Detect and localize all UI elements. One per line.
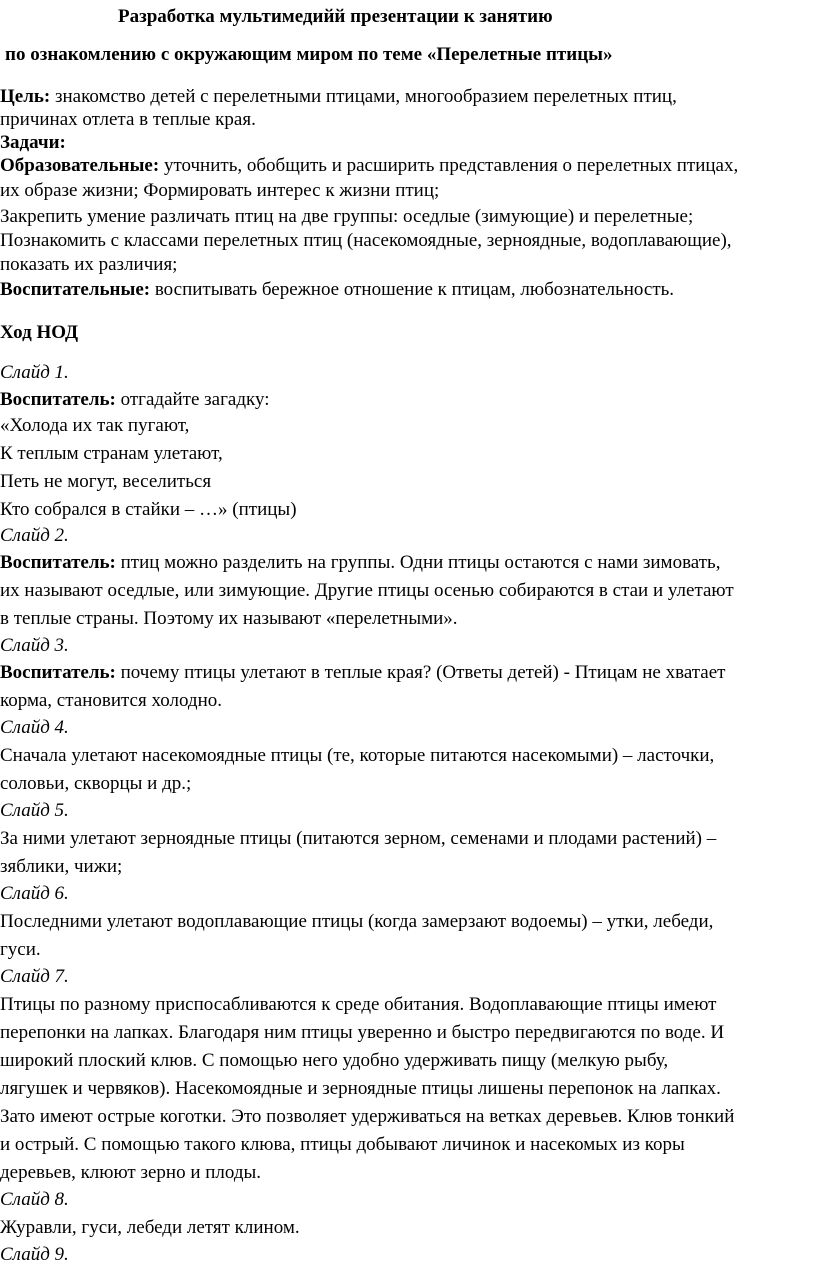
slide-1-riddle-3: Петь не могут, веселиться	[0, 471, 212, 492]
slide-2-line-3: в теплые страны. Поэтому их называют «перелетными».	[0, 608, 458, 629]
slide-2-line-1	[0, 552, 720, 574]
slide-3-label: Слайд 3.	[0, 635, 69, 656]
slide-1-teacher-line	[0, 389, 269, 411]
slide-2-text-1: птиц можно разделить на группы. Одни птицы остаются с нами зимовать,	[115, 552, 721, 573]
slide-1-riddle-1: «Холода их так пугают,	[0, 415, 190, 436]
tasks-heading: Задачи:	[0, 132, 66, 153]
slide-9-label: Слайд 9.	[0, 1244, 69, 1265]
tasks-upbr-line	[0, 279, 674, 301]
slide-5-label: Слайд 5.	[0, 800, 69, 821]
slide-8-label: Слайд 8.	[0, 1189, 69, 1210]
slide-2-teacher-label: Воспитатель:	[0, 552, 116, 573]
slide-6-line-1: Последними улетают водоплавающие птицы (когда замерзают водоемы) – утки, лебеди,	[0, 911, 714, 932]
slide-7-line-6: и острый. С помощью такого клюва, птицы добывают личинок и насекомых из коры	[0, 1134, 685, 1155]
goal-text-1: знакомство детей с перелетными птицами, многообразием перелетных птиц,	[50, 86, 677, 107]
slide-4-label: Слайд 4.	[0, 717, 69, 738]
slide-3-line-1	[0, 662, 725, 684]
slide-4-line-2: соловьи, скворцы и др.;	[0, 773, 192, 794]
slide-7-label: Слайд 7.	[0, 966, 69, 987]
tasks-line-4: Познакомить с классами перелетных птиц (насекомоядные, зерноядные, водоплавающие),	[0, 230, 732, 251]
slide-7-line-2: перепонки на лапках. Благодаря ним птицы уверенно и быстро передвигаются по воде. И	[0, 1022, 725, 1043]
slide-2-label: Слайд 2.	[0, 525, 69, 546]
tasks-edu-label: Образовательные:	[0, 155, 160, 176]
tasks-edu-line-2: их образе жизни; Формировать интерес к жизни птиц;	[0, 180, 440, 201]
goal-line-1	[0, 86, 677, 108]
slide-1-teacher-label: Воспитатель:	[0, 389, 116, 410]
slide-3-line-2: корма, становится холодно.	[0, 690, 223, 711]
tasks-upbr-text: воспитывать бережное отношение к птицам, любознательность.	[150, 279, 675, 300]
tasks-upbr-label: Воспитательные:	[0, 279, 151, 300]
slide-7-line-1: Птицы по разному приспосабливаются к среде обитания. Водоплавающие птицы имеют	[0, 994, 717, 1015]
tasks-edu-line-1	[0, 155, 738, 177]
course-heading: Ход НОД	[0, 322, 79, 343]
slide-7-line-7: деревьев, клюют зерно и плоды.	[0, 1162, 262, 1183]
slide-4-line-1: Сначала улетают насекомоядные птицы (те, которые питаются насекомыми) – ласточки,	[0, 745, 715, 766]
slide-7-line-3: широкий плоский клюв. С помощью него удобно удерживать пищу (мелкую рыбу,	[0, 1050, 669, 1071]
slide-2-line-2: их называют оседлые, или зимующие. Другие птицы осенью собираются в стаи и улетают	[0, 580, 734, 601]
goal-line-2: причинах отлета в теплые края.	[0, 109, 256, 130]
slide-3-text-1: почему птицы улетают в теплые края? (Ответы детей) - Птицам не хватает	[115, 662, 726, 683]
slide-5-line-1: За ними улетают зерноядные птицы (питаются зерном, семенами и плодами растений) –	[0, 828, 717, 849]
goal-label: Цель:	[0, 86, 51, 107]
slide-1-label: Слайд 1.	[0, 362, 69, 383]
slide-6-line-2: гуси.	[0, 939, 41, 960]
slide-1-riddle-2: К теплым странам улетают,	[0, 443, 223, 464]
slide-1-riddle-4: Кто собрался в стайки – …» (птицы)	[0, 499, 297, 520]
slide-6-label: Слайд 6.	[0, 883, 69, 904]
tasks-edu-text-1: уточнить, обобщить и расширить представления о перелетных птицах,	[159, 155, 739, 176]
slide-1-intro: отгадайте загадку:	[115, 389, 270, 410]
tasks-line-5: показать их различия;	[0, 254, 178, 275]
slide-7-line-4: лягушек и червяков). Насекомоядные и зерноядные птицы лишены перепонок на лапках.	[0, 1078, 721, 1099]
title-line-2: по ознакомлению с окружающим миром по теме «Перелетные птицы»	[5, 44, 613, 65]
slide-7-line-5: Зато имеют острые коготки. Это позволяет удерживаться на ветках деревьев. Клюв тонкий	[0, 1106, 735, 1127]
slide-5-line-2: зяблики, чижи;	[0, 856, 123, 877]
title-line-1: Разработка мультимедийй презентации к занятию	[118, 6, 553, 27]
slide-8-line-1: Журавли, гуси, лебеди летят клином.	[0, 1217, 300, 1238]
tasks-line-3: Закрепить умение различать птиц на две группы: оседлые (зимующие) и перелетные;	[0, 206, 694, 227]
slide-3-teacher-label: Воспитатель:	[0, 662, 116, 683]
